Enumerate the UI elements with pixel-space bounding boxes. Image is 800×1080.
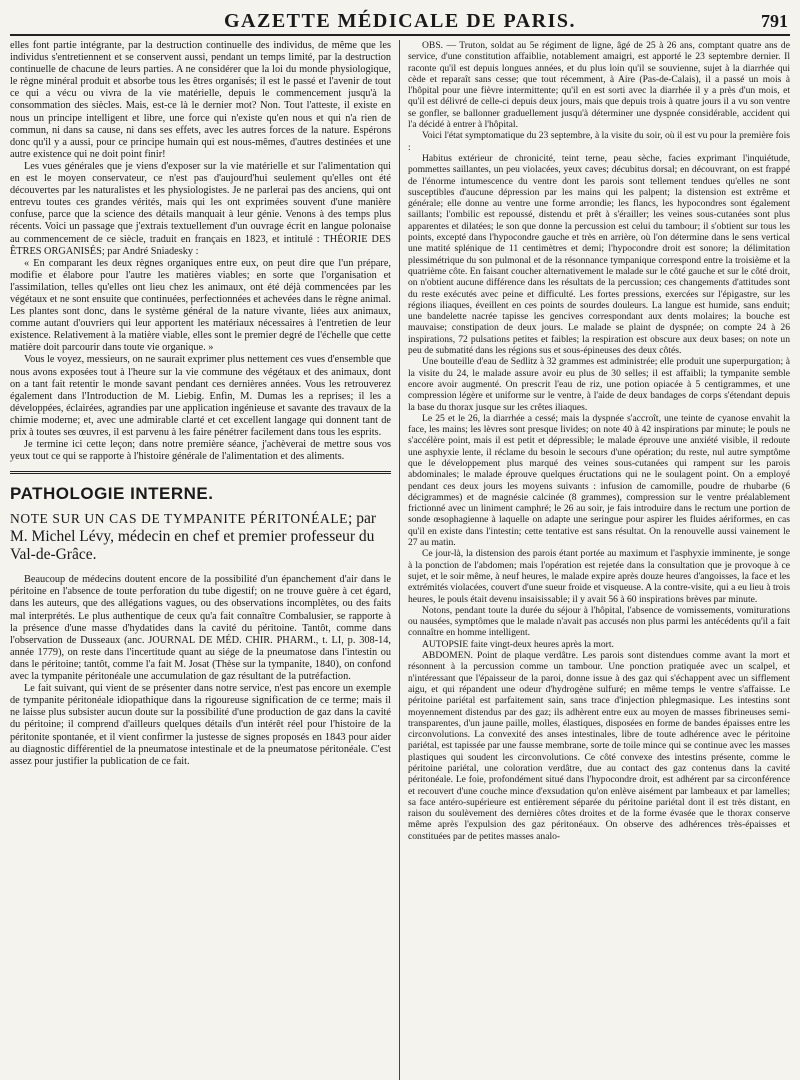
section-divider: [10, 471, 391, 474]
paragraph: Ce jour-là, la distension des parois étant portée au maximum et l'asphyxie imminente, je songe à la ponction de l'abdomen; mais l'opération est rejetée dans la consultation que je provoque à ce sujet, et le soir même, à neuf heures, le malade expire après douze heures d'angoisses, la face et les extrémités violacées, couvert d'une sueur froide et visqueuse. A la contre-visite, qui a eu lieu à trois heures, le pouls était devenu insaisissable; il y avait 56 à 60 inspirations brèves par minute.: [408, 548, 790, 605]
paragraph: elles font partie intégrante, par la destruction continuelle des individus, de même que les individus s'entretiennent et se conservent aussi, pendant un temps limité, par la destruction continuelle de chacune de leurs parties. A ne considérer que la loi du monde physiologique, le règne minéral produit et absorbe tous les êtres organisés; il est le passé et l'avenir de tout ce qui a vécu ou vivra de la vie matérielle, depuis le commencement jusqu'à la consommation des siècles. Mais, est-ce là le dernier mot? Non. Tout l'atteste, il existe en nous un principe intelligent et libre, une force qui n'existe qu'en nous et qui n'a rien de commun, ni dans sa cause, ni dans ses effets, avec les autres forces de la nature. Espérons donc qu'il y a aussi, pour ce principe humain qui est nous-mêmes, d'autres destinées et une autre existence qui ne doit point finir!: [10, 40, 391, 160]
paragraph: Une bouteille d'eau de Sedlitz à 32 grammes est administrée; elle produit une superpurgation; à la visite du 24, le malade assure avoir eu plus de 30 selles; il est affaibli; la tympanite semble encore avoir augmenté. On prescrit l'eau de riz, une potion opiacée à 5 centigrammes, et une compression légère et uniforme sur le ventre, à l'aide de deux bandages de corps s'étendant depuis la base du thorax jusque sur les crêtes iliaques.: [408, 356, 790, 413]
columns: [10, 40, 790, 1080]
paragraph: Habitus extérieur de chronicité, teint terne, peau sèche, facies exprimant l'inquiétude, pommettes saillantes, un peu violacées, yeux caves; décubitus dorsal; en découvrant, on est frappé de l'énorme intumescence du ventre dont les parois sont tellement tendues qu'elles ne sont susceptibles d'aucune dépression par les mains qui les palpent; la distension est extrême et générale; elle donne au ventre une forme arrondie; les flancs, les hypocondres sont également saillants; l'ombilic est repoussé, distendu et prêt à s'érailler; les veines sous-cutanées sont plus apparentes et dilatées; le son que donne la percussion est celui du tambour; il s'obtient sur tous les points, excepté dans l'hypocondre gauche et très en arrière, où l'on détermine dans le sens vertical une matité splénique de 11 centimètres et demi; l'hypocondre droit est sonore; la délimitation plessimétrique du son pulmonal et de la résonnance tympanique correspond entre la troisième et la quatrième côte. En faisant coucher alternativement le malade sur le côté gauche et sur le côté droit, on n'obtient aucune différence dans les résultats de la percussion; ces changements d'attitudes sont du reste exécutés avec peine et difficulté. Les fortes pressions, exercées sur l'épigastre, sur les régions iliaques, éveillent en ces points de sourdes douleurs. La langue est humide, sans enduit; une bandelette nacrée tapisse les gencives correspondant aux dents molaires; la bouche est mauvaise; constipation de deux jours. Le malade se plaint de dyspnée; on compte 24 à 26 inspirations, 72 pulsations petites et faibles; la respiration est obscure aux deux bases; on note un peu de submatité dans les régions sus et sous-épineuses des deux côtés.: [408, 152, 790, 357]
page-header: [10, 8, 790, 36]
paragraph: Le 25 et le 26, la diarrhée a cessé; mais la dyspnée s'accroît, une teinte de cyanose envahit la face, les mains; les lèvres sont presque livides; on note 40 à 42 inspirations par minute; le pouls ne s'accélère point, mais il est petit et dépressible; le malade éprouve une anxiété visible, il redoute une asphyxie lente, il réclame du besoin le secours d'une opération; du reste, nul autre symptôme que le développement plus marqué des veines sous-cutanées qui rampent sur les parois abdominales; le malade éprouve quelques éructations qui ne le soulagent point. On a employé pendant ces deux jours les moyens suivants : infusion de camomille, poudre de rhubarbe (6 décigrammes) et de magnésie calcinée (8 grammes), compression sur le ventre préalablement frictionné avec un liniment camphré; le 26 au soir, je fais introduire dans le rectum une portion de sonde œsophagienne à laquelle on adapte une seringue pour aspirer les fluides aériformes, en cas qu'il en existe dans l'intestin; cette tentative est sans résultat. On la renouvelle aussi vainement le 27 au matin.: [408, 412, 790, 549]
journal-title: GAZETTE MÉDICALE DE PARIS.: [223, 10, 577, 32]
page-number: 791: [761, 11, 788, 31]
paragraph: Beaucoup de médecins doutent encore de la possibilité d'un épanchement d'air dans le péritoine en l'absence de toute perforation du tube digestif; on ne trouve guère à cet égard, dans les auteurs, que des allégations vagues, ou des observations incomplètes, ou des faits mal interprétés. Le plus authentique de ceux qu'a fait connaître Combalusier, se rapporte à la présence d'une masse d'hydatides dans la cavité du péritoine. Tantôt, comme dans l'observation de Dusseaux (anc. JOURNAL DE MÉD. CHIR. PHARM., t. LI, p. 308-14, année 1779), on reste dans l'incertitude quant au siége de la pneumatose dans l'intestin ou dans le péritoine; tantôt, comme l'a fait M. Josat (Thèse sur la tympanite, 1840), on confond avec la tympanite péritonéale une accumulation de gaz résultant de la putréfaction.: [10, 574, 391, 683]
article-title-author: ; par M. Michel Lévy, médecin en chef et premier professeur du Val-de-Grâce.: [10, 510, 376, 564]
paragraph: Le fait suivant, qui vient de se présenter dans notre service, n'est pas encore un exemple de tympanite péritonéale idiopathique dans la rigoureuse signification de ce terme; mais il ne laisse plus subsister aucun doute sur la possibilité d'une production de gaz dans la cavité du péritoine; il comprend d'ailleurs quelques détails d'un intérêt réel pour l'histoire de la péritonite spontanée, et il vient confirmer la justesse de signes proposés en 1843 pour aider au diagnostic différentiel de la pneumatose intestinale et de la pneumatose péritonéale. C'est assez pour justifier la publication de ce fait.: [10, 683, 391, 767]
paragraph: Les vues générales que je viens d'exposer sur la vie matérielle et sur l'alimentation qui en est le moyen conservateur, ce n'est pas d'aujourd'hui seulement qu'elles ont été découvertes par les naturalistes et les physiologistes. Je ne parlerai pas des anciens, qui ont entrevu toutes ces grandes vérités, mais qui les ont exprimées souvent d'une manière confuse, parce que la science des détails manquait à leur génie. Venons à des temps plus récents. Voici un passage que j'extrais textuellement d'un ouvrage écrit en langue polonaise au commencement de ce siècle, traduit en français en 1823, et intitulé : THÉORIE DES ÊTRES ORGANISÉS; par André Sniadesky :: [10, 160, 391, 257]
article-title-main: NOTE SUR UN CAS DE TYMPANITE PÉRITONÉALE: [10, 511, 349, 527]
left-column: [10, 40, 400, 1080]
paragraph: Vous le voyez, messieurs, on ne saurait exprimer plus nettement ces vues d'ensemble que nous avons exposées tout à l'heure sur la vie commune des végétaux et des animaux, dont on a tant fait retentir le monde savant pendant ces dernières années. Vous les retrouverez également dans l'Introduction de M. Liebig. Enfin, M. Dumas les a reprises; il les a développées, éclairées, agrandies par une application ingénieuse et savante des travaux de la chimie moderne; et, avec une admirable clarté et cet excellent langage qui donnent tant de prix à toutes ses œuvres, il est parvenu à les faire pénétrer facilement dans tous les esprits.: [10, 354, 391, 438]
observation-intro: OBS. — Truton, soldat au 5e régiment de ligne, âgé de 25 à 26 ans, comptant quatre ans de service, d'une constitution affaiblie, notablement amaigri, est apporté le 23 septembre dernier. Il raconte qu'il est depuis longues années, et du plus loin qu'il se souvienne, sujet à la diarrhée qui cède et reparaît sans cesse; que tout récemment, à Aire (Pas-de-Calais), il a passé un mois à l'hôpital pour une fièvre intermittente; qu'il en est sorti avec la diarrhée il y a près d'un mois, et qu'il est délivré de celle-ci depuis deux jours, mais que depuis trois à quatre jours il a vu son ventre se gonfler, se ballonner graduellement jusqu'à déterminer une dyspnée considérable, accident qui l'a décidé à entrer à l'hôpital.: [408, 40, 790, 131]
autopsy-heading: AUTOPSIE faite vingt-deux heures après la mort.: [422, 638, 614, 650]
section-title: PATHOLOGIE INTERNE.: [10, 484, 214, 504]
paragraph: Voici l'état symptomatique du 23 septembre, à la visite du soir, où il est vu pour la première fois :: [408, 130, 790, 153]
article-title: [10, 510, 391, 564]
paragraph: ABDOMEN. Point de plaque verdâtre. Les parois sont distendues comme avant la mort et résonnent à la percussion comme un tambour. Une ponction pratiquée avec un scalpel, et n'intéressant que l'épaisseur de la paroi, donne issue à des gaz qui s'échappent avec un sifflement aigu, et qui répandent une odeur d'hydrogène sulfuré; en même temps le ventre s'affaisse. Le péritoine pariétal est parfaitement sain, sans trace d'injection phlegmasique. Les intestins sont moyennement distendus par des gaz; ils adhèrent entre eux au moyen de masses fibrineuses semi-transparentes, d'un jaune paille, molles, élastiques, disposées en forme de bandes épaisses entre les circonvolutions. La convexité des anses intestinales, libre de toute adhérence avec le péritoine pariétal, est tapissée par une fausse membrane, sorte de toile mince qui se continue avec les masses plastiques qui soudent les circonvolutions. Ce côté convexe des intestins présente, comme le péritoine pariétal, une coloration verdâtre, due au contact des gaz contenus dans la cavité péritonéale. Le foie, profondément situé dans l'hypocondre droit, est adhérent par sa circonférence et recouvert d'une couche mince d'exsudation qu'on enlève aisément par lambeaux et par lamelles; sa face antéro-supérieure est entièrement séparée du péritoine pariétal dont il est très distant, en raison du soulèvement des dernières côtes droites et de la forme évasée que le thorax conserve même après l'expulsion des gaz péritonéaux. On observe des adhérences très-épaisses et constituées par de petites masses analo-: [408, 650, 790, 842]
quotation: « En comparant les deux règnes organiques entre eux, on peut dire que l'un prépare, modifie et élabore pour l'autre les matières viables; en sorte que l'organisation et l'assimilation, telles qu'elles ont lieu chez les animaux, ont été déjà commencées par les végétaux et ne sont ensuite que continuées, perfectionnées et achevées dans le règne animal. Les plantes sont donc, dans le système général de la nature vivante, liées aux animaux, comme autant d'ouvriers qui leur apportent les matériaux nécessaires à l'entretien de leur existence. Relativement à la matière viable, elles sont le premier degré de l'échelle que cette matière doit parcourir dans toute vie organique. »: [10, 257, 391, 354]
paragraph: Notons, pendant toute la durée du séjour à l'hôpital, l'absence de vomissements, vomiturations ou nausées, symptômes que le malade n'avait pas accusés non plus parmi les antécédents qu'il a fait connaître en homme intelligent.: [408, 604, 790, 639]
right-column: [400, 40, 790, 1080]
paragraph: Je termine ici cette leçon; dans notre première séance, j'achèverai de mettre sous vos yeux tout ce qui se rapporte à l'histoire générale de l'alimentation et des aliments.: [10, 439, 391, 463]
